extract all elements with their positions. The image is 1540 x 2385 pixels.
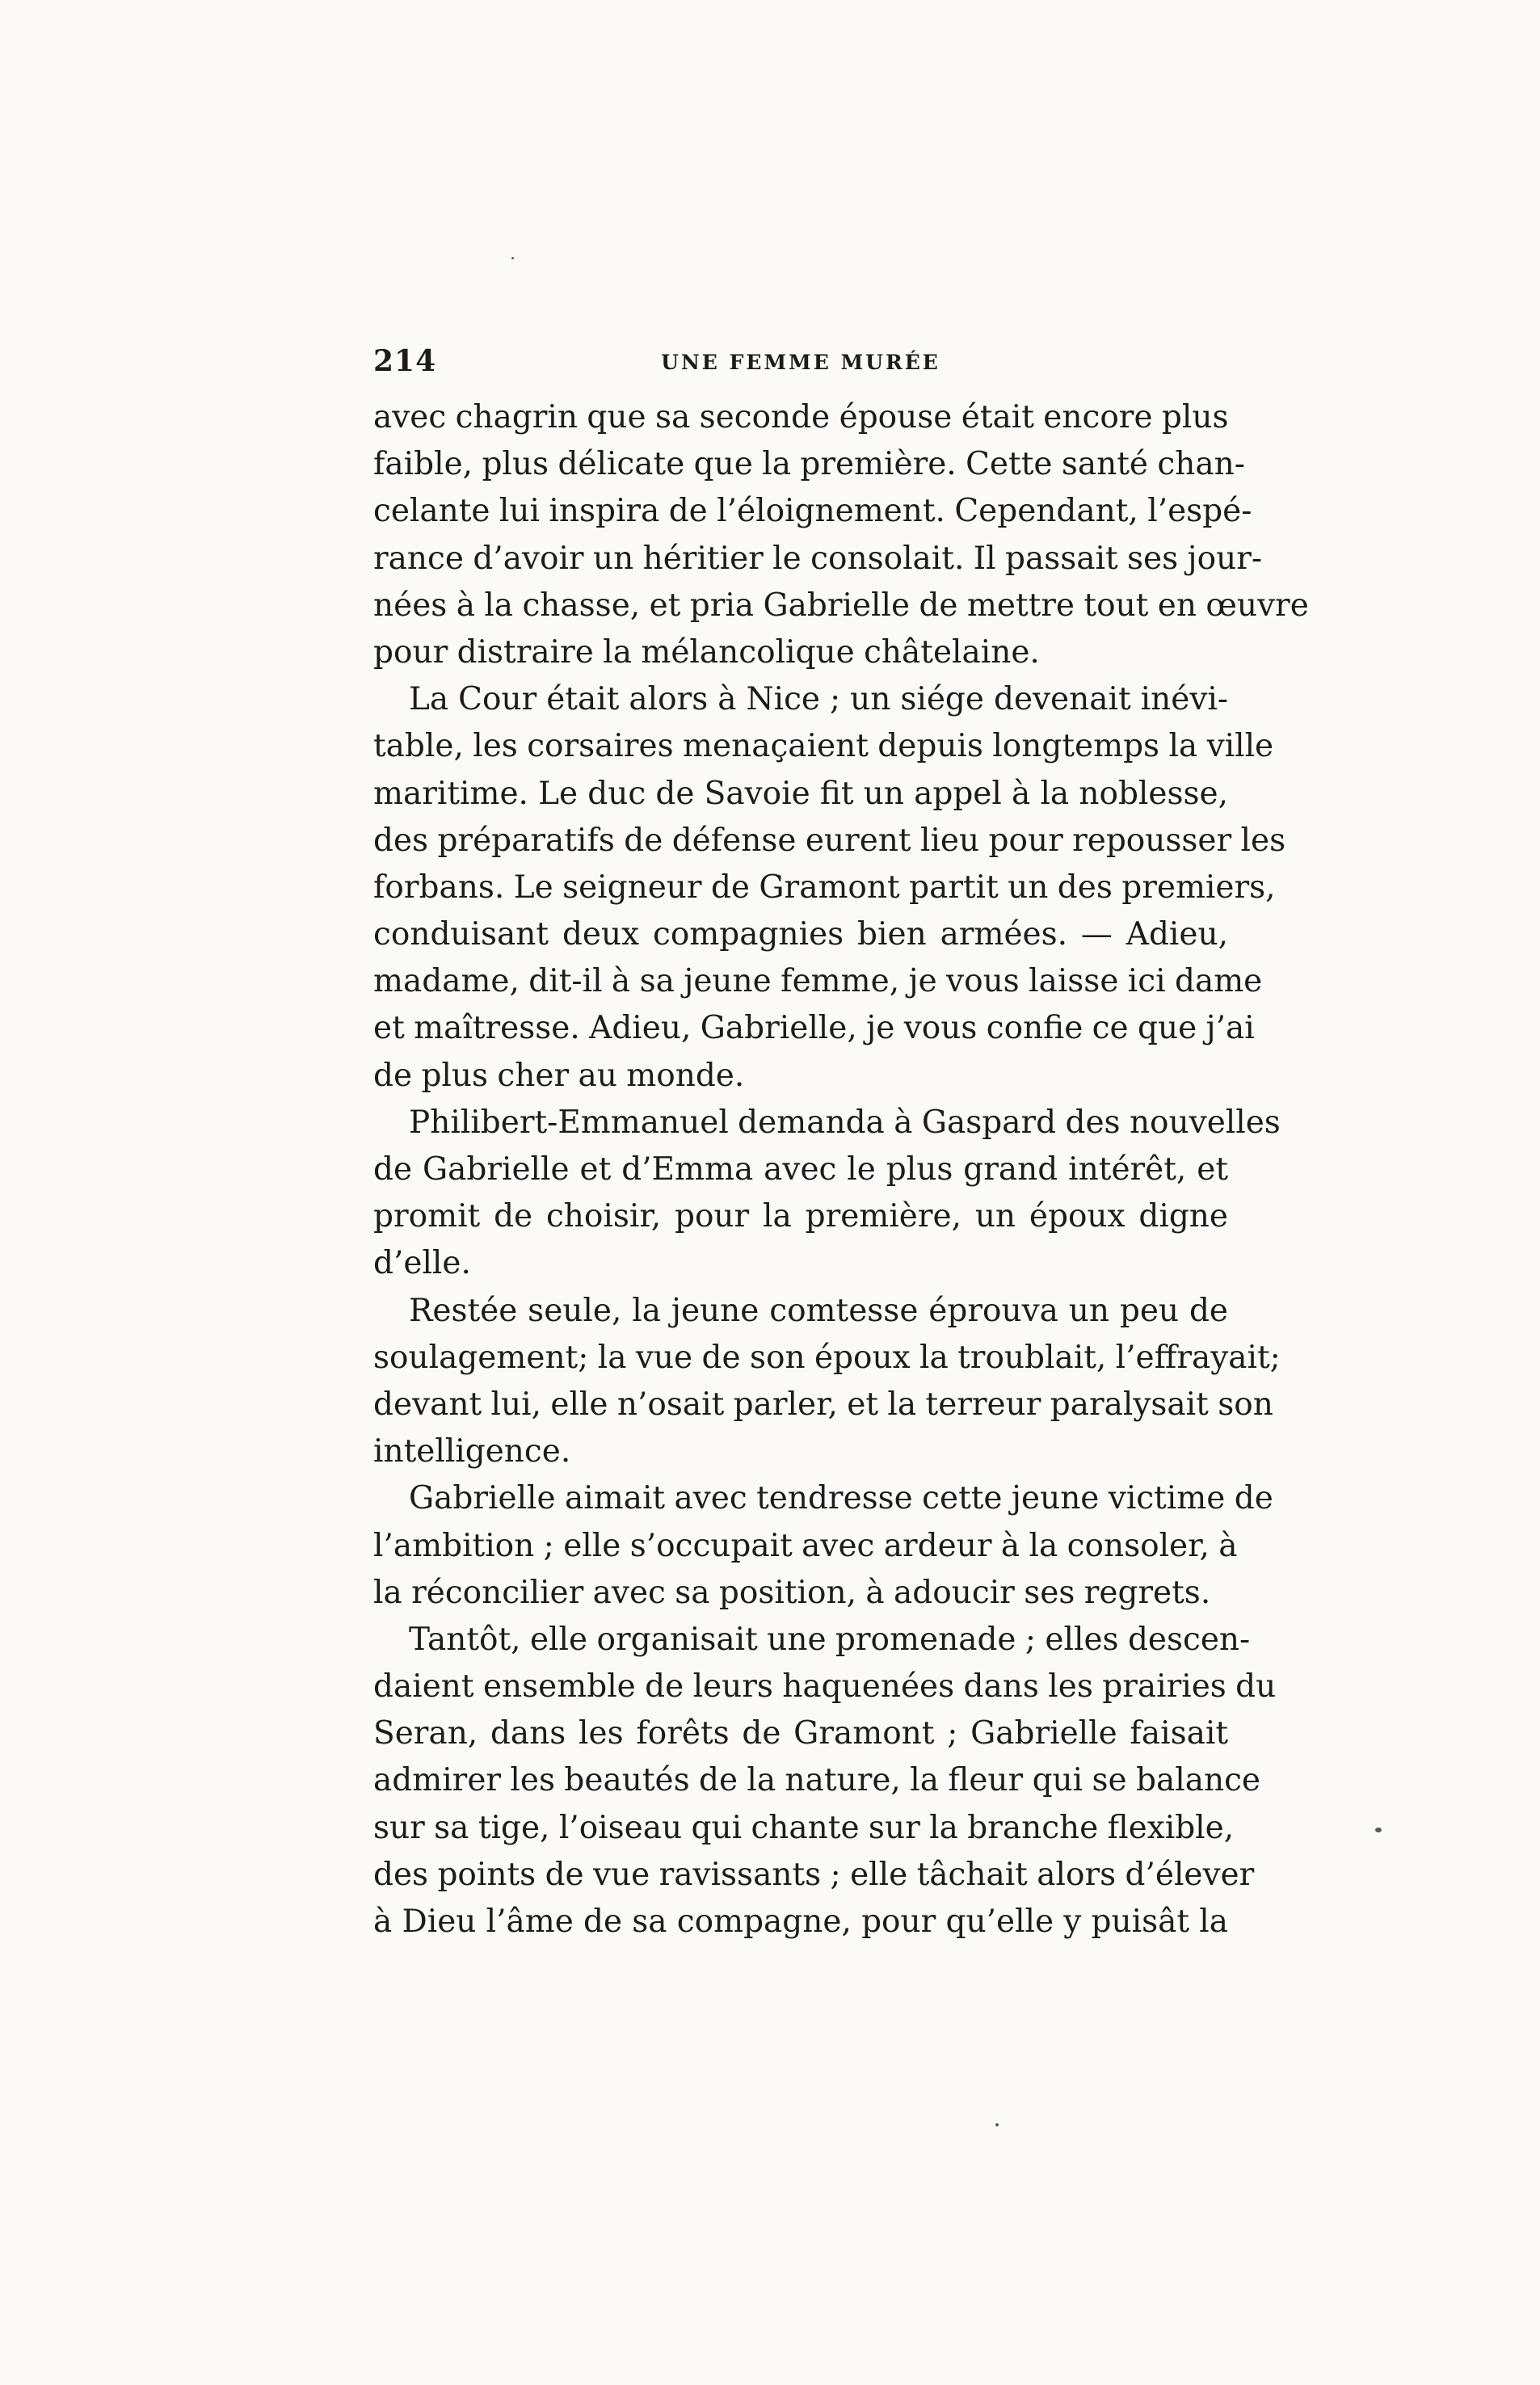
text-line: intelligence. [373,1433,571,1470]
text-line: madame, dit-il à sa jeune femme, je vous laisse ici dame [373,963,1263,1000]
text-line: des préparatifs de défense eurent lieu pour repousser les [373,822,1286,859]
text-line: rance d’avoir un héritier le consolait. Il passait ses jour- [373,540,1263,577]
text-line: l’ambition ; elle s’occupait avec ardeur à la consoler, à [373,1527,1238,1564]
text-line: à Dieu l’âme de sa compagne, pour qu’elle y puisât la [373,1903,1228,1940]
scan-speck [1375,1828,1382,1832]
text-line: forbans. Le seigneur de Gramont partit un des premiers, [373,869,1276,906]
text-line: maritime. Le duc de Savoie fit un appel à la noblesse, [373,775,1228,812]
text-line: nées à la chasse, et pria Gabrielle de mettre tout en œuvre [373,587,1309,624]
text-line: promit de choisir, pour la première, un époux digne [373,1198,1228,1235]
text-line: conduisant deux compagnies bien armées. — Adieu, [373,916,1228,953]
paragraph-start-line: Restée seule, la jeune comtesse éprouva un peu de [409,1292,1228,1329]
body-text [373,394,1309,1945]
text-line: Seran, dans les forêts de Gramont ; Gabrielle faisait [373,1715,1228,1752]
running-title: UNE FEMME MURÉE [661,351,940,374]
paragraph-start-line: Tantôt, elle organisait une promenade ; elles descen- [409,1621,1251,1658]
text-line: daient ensemble de leurs haquenées dans les prairies du [373,1668,1277,1706]
scan-speck [995,2123,999,2126]
text-line: des points de vue ravissants ; elle tâchait alors d’élever [373,1856,1255,1893]
text-line: sur sa tige, l’oiseau qui chante sur la branche flexible, [373,1809,1235,1846]
text-line: d’elle. [373,1245,471,1282]
text-line: soulagement; la vue de son époux la troublait, l’effrayait; [373,1339,1281,1376]
text-line: celante lui inspira de l’éloignement. Cependant, l’espé- [373,493,1252,530]
paragraph-start-line: Philibert-Emmanuel demanda à Gaspard des nouvelles [409,1104,1281,1141]
text-line: faible, plus délicate que la première. Cette santé chan- [373,446,1245,483]
text-line: de Gabrielle et d’Emma avec le plus grand intérêt, et [373,1151,1228,1188]
paragraph-start-line: La Cour était alors à Nice ; un siége devenait inévi- [409,681,1228,718]
text-line: avec chagrin que sa seconde épouse était encore plus [373,399,1229,435]
page-number: 214 [373,344,437,378]
text-line: la réconcilier avec sa position, à adoucir ses regrets. [373,1574,1211,1611]
scan-speck [511,257,514,259]
paragraph-start-line: Gabrielle aimait avec tendresse cette jeune victime de [409,1480,1273,1517]
text-line: table, les corsaires menaçaient depuis longtemps la ville [373,728,1274,765]
text-line: admirer les beautés de la nature, la fleur qui se balance [373,1762,1261,1799]
page-header [373,344,1228,385]
text-line: devant lui, elle n’osait parler, et la terreur paralysait son [373,1386,1273,1423]
text-line: pour distraire la mélancolique châtelaine. [373,633,1040,671]
text-line: de plus cher au monde. [373,1057,745,1094]
text-line: et maîtresse. Adieu, Gabrielle, je vous confie ce que j’ai [373,1010,1255,1047]
